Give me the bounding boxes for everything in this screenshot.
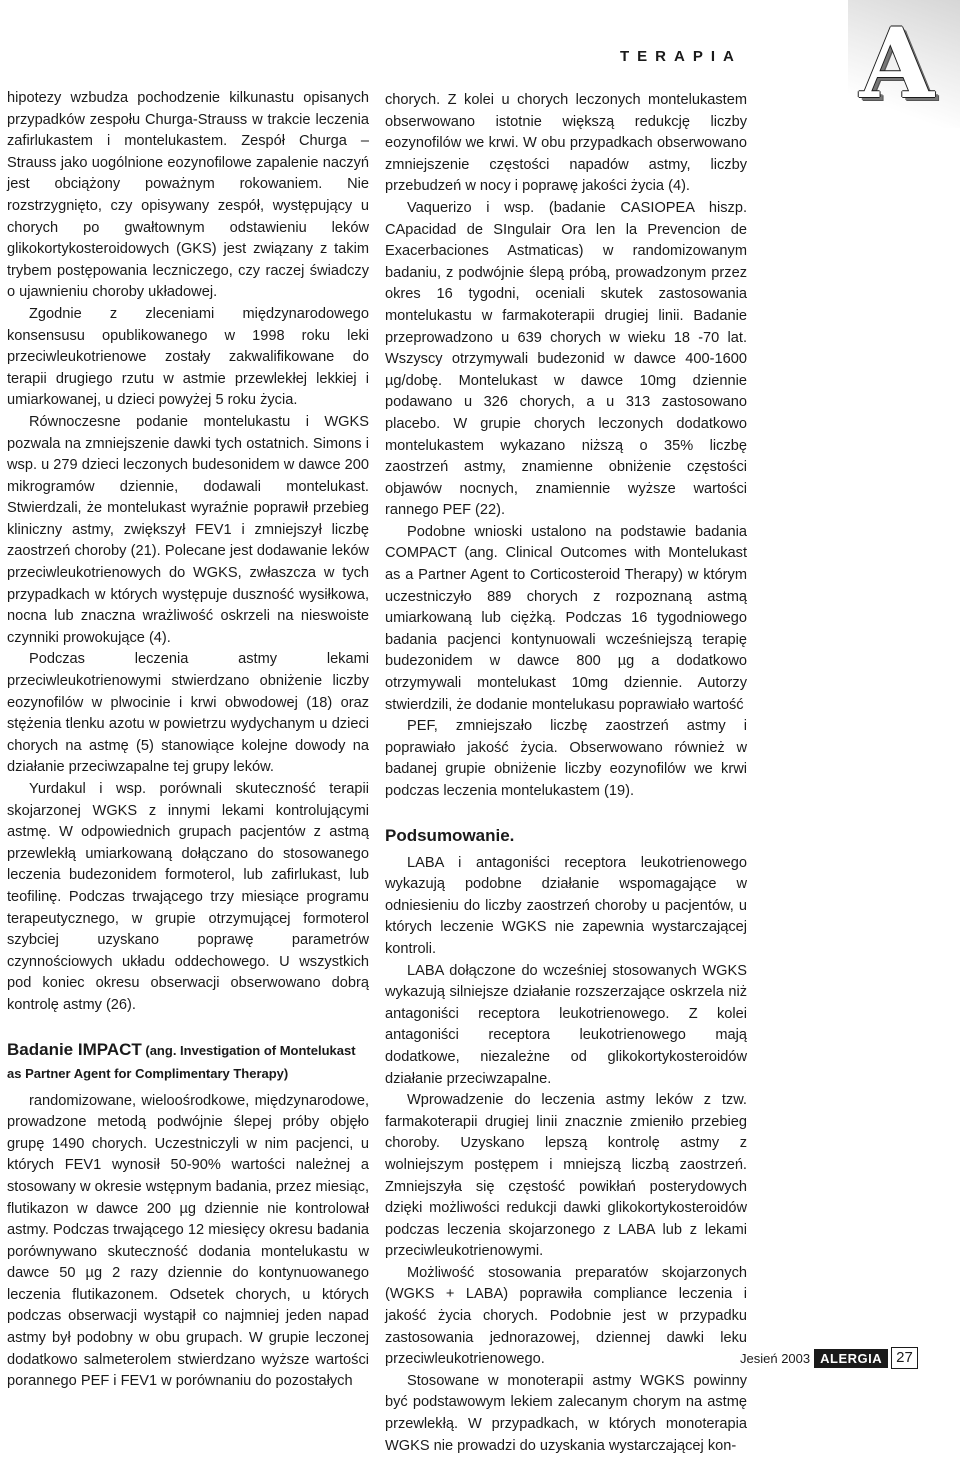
page-footer xyxy=(740,1347,918,1369)
paragraph: Wprowadzenie do leczenia astmy leków z tzw. farmakoterapii drugiej linii znacznie zmieniło przebieg choroby. Uzyskano lepszą kontrolę astmy z wolniejszym postępem i mniejszą liczbą zaostrzeń. Zmniejszyła się częstość powikłań posterydowych dzięki możliwości redukcji dawki glikokortykosteroidów podczas leczenia skojarzonego z LABA lub z lekami przeciwleukotrienowymi. xyxy=(385,1092,747,1260)
paragraph: chorych. Z kolei u chorych leczonych montelukastem obserwowano istotnie większą redukcję liczby eozynofilów we krwi. W obu przypadkach obserwowano zmniejszenie częstości napadów astmy, liczby przebudzeń w nocy i poprawę jakości życia (4). xyxy=(385,92,747,195)
impact-section-title xyxy=(7,1039,369,1085)
paragraph: Vaquerizo i wsp. (badanie CASIOPEA hiszp. CApacidad de SIngulair Ora len la Prevencion de Exacerbaciones Astmaticas) w randomizowanym badaniu, z podwójnie ślepą próbą, prowadzonym przez okres 16 tygodni, oceniali skutek zastosowania montelukastu w farmakoterapii drugiej linii. Badanie przeprowadzono u 639 chorych w wieku 18 -70 lat. Wszyscy otrzymywali budezonid w dawce 400-1600 µg/dobę. Montelukast w dawce 10mg dziennie podawano u 326 chorych, a u 313 zastosowano placebo. W grupie chorych leczonych dodatkowo montelukastem wykazano niższą o 35% liczbę zaostrzeń astmy, znamienne obniżenie częstości objawów nocnych, znamiennie wyższe wartości rannego PEF (22). xyxy=(385,199,747,519)
paragraph: Yurdakul i wsp. porównali skuteczność terapii skojarzonej WGKS z innymi lekami kontrolującymi astmę. W odpowiednich grupach pacjentów z astmą przewlekłą umiarkowaną dołączano do stosowanego leczenia budezonidem formoterol, lub zafirlukast, lub teofilinę. Podczas trwającego trzy miesiące programu terapeutycznego, w grupie otrzymującej formoterol szybciej uzyskano poprawę parametrów czynnościowych układu oddechowego. U wszystkich pod koniec okresu obserwacji obserwowano dobrą kontrolę astmy (26). xyxy=(7,781,369,1013)
paragraph: PEF, zmniejszało liczbę zaostrzeń astmy i poprawiało jakość życia. Obserwowano również w badanej grupie obniżenie liczby eozynofilów we krwi podczas leczenia montelukastem (19). xyxy=(385,718,747,799)
paragraph: hipotezy wzbudza pochodzenie kilkunastu opisanych przypadków zespołu Churga-Strauss w trakcie leczenia zafirlukastem i montelukastem. Zespół Churga – Strauss jako uogólnione eozynofilowe zapalenie naczyń jest obciążony poważnym rokowaniem. Nie rozstrzygnięto, czy opisywany zespół, występujący u chorych po gwałtownym odstawieniu leków glikokortykosteroidowych (GKS) jest związany z takim trybem postępowania leczniczego, czy raczej świadczy o ujawnieniu choroby układowej. xyxy=(7,90,369,301)
logo-letter: A xyxy=(859,7,934,120)
paragraph: LABA i antagoniści receptora leukotrienowego wykazują podobne działanie wspomagające w odniesieniu do liczby zaostrzeń choroby u pacjentów, u których leczenie WGKS nie zapewnia wystarczającej kontroli. xyxy=(385,854,747,957)
paragraph: Zgodnie z zleceniami międzynarodowego konsensusu opublikowanego w 1998 roku leki przeciwleukotrienowe zostały zakwalifikowane do terapii drugiego rzutu w astmie przewlekłej lekkiej i umiarkowanej, u dzieci powyżej 5 roku życia. xyxy=(7,305,369,409)
impact-title-sub: (ang. Investigation of Montelukast as Partner Agent for Complimentary Therapy) xyxy=(7,1042,356,1081)
paragraph: Stosowane w monoterapii astmy WGKS powinny być podstawowym lekiem zalecanym chorym na astmę przewlekłą. W przypadkach, w których monoterapia WGKS nie prowadzi do uzyskania wystarczającej kon- xyxy=(385,1372,747,1454)
right-column xyxy=(385,90,747,1457)
section-header: TERAPIA xyxy=(620,48,742,65)
paragraph: Równoczesne podanie montelukastu i WGKS pozwala na zmniejszenie dawki tych ostatnich. Simons i wsp. u 279 dzieci leczonych budesonidem w dawce 200 mikrogramów dziennie, dodawali montelukast. Stwierdzali, że montelukast wyraźnie poprawił przebieg kliniczny astmy, zwiększył FEV1 i zmniejszył liczbę zaostrzeń choroby (21). Polecane jest dodawanie leków przeciwleukotrienowych do WGKS, zwłaszcza w tych przypadkach w których występuje duszność wysiłkowa, nocna lub znaczna wrażliwość oskrzeli na nieswoiste czynniki prowokujące (4). xyxy=(7,413,369,646)
paragraph: LABA dołączone do wcześniej stosowanych WGKS wykazują silniejsze działanie rozszerzające oskrzela niż antagoniści receptora leukotrienowego. Z kolei antagoniści receptora leukotrienowego mają dodatkowe, niezależne od glikokortykosteroidów działanie przeciwzapalne. xyxy=(385,962,747,1087)
paragraph: Możliwość stosowania preparatów skojarzonych (WGKS + LABA) poprawiła compliance leczenia i jakość życia chorych. Podobnie jest w przypadku zastosowania jednorazowej, dziennej dawki leku przeciwleukotrienowego. xyxy=(385,1264,747,1368)
issue-date: Jesień 2003 xyxy=(740,1350,811,1366)
left-column xyxy=(7,88,369,1393)
impact-title-main: Badanie IMPACT xyxy=(7,1039,142,1059)
page-number: 27 xyxy=(891,1347,918,1369)
summary-section-title: Podsumowanie. xyxy=(385,825,515,845)
journal-logo xyxy=(848,0,960,128)
paragraph: Podczas leczenia astmy lekami przeciwleukotrienowymi stwierdzano obniżenie liczby eozynofilów w plwocinie i krwi obwodowej (18) oraz stężenia tlenku azotu w powietrzu wydychanym u dzieci chorych na astmę (5) stanowiące kolejne dowody na działanie przeciwzapalne tej grupy leków. xyxy=(7,651,369,776)
paragraph: randomizowane, wieloośrodkowe, międzynarodowe, prowadzone metodą podwójnie ślepej próby objęło grupę 1490 chorych. Uczestniczyli w nim pacjenci, u których FEV1 wynosił 50-90% wartości należnej a stosowany w okresie wstępnym badania, przez miesiąc, flutikazon w dawce 200 µg dziennie nie kontrolował astmy. Podczas trwającego 12 miesięcy okresu badania porównywano skuteczność dodania montelukastu w dawce 50 µg 2 razy dziennie do kontynuowanego leczenia flutikazonem. Odsetek chorych, u których podczas obserwacji wystąpił co najmniej jeden napad astmy był podobny w obu grupach. W grupie leczonej dodatkowo salmeterolem stwierdzano wyższe wartości porannego PEF i FEV1 w porównaniu do pozostałych xyxy=(7,1092,369,1390)
paragraph: Podobne wnioski ustalono na podstawie badania COMPACT (ang. Clinical Outcomes with Montelukast as a Partner Agent to Corticosteroid Therapy) w którym uczestniczyło 889 chorych z rozpoznaną astmą umiarkowaną lub ciężką. Podczas 16 tygodniowego badania pacjenci kontynuowali wcześniejszą terapię budezonidem w dawce 800 µg a dodatkowo otrzymywali montelukast 10mg dziennie. Autorzy stwierdzili, że dodanie montelukasu poprawiało wartość xyxy=(385,523,747,713)
journal-name: ALERGIA xyxy=(814,1349,888,1368)
